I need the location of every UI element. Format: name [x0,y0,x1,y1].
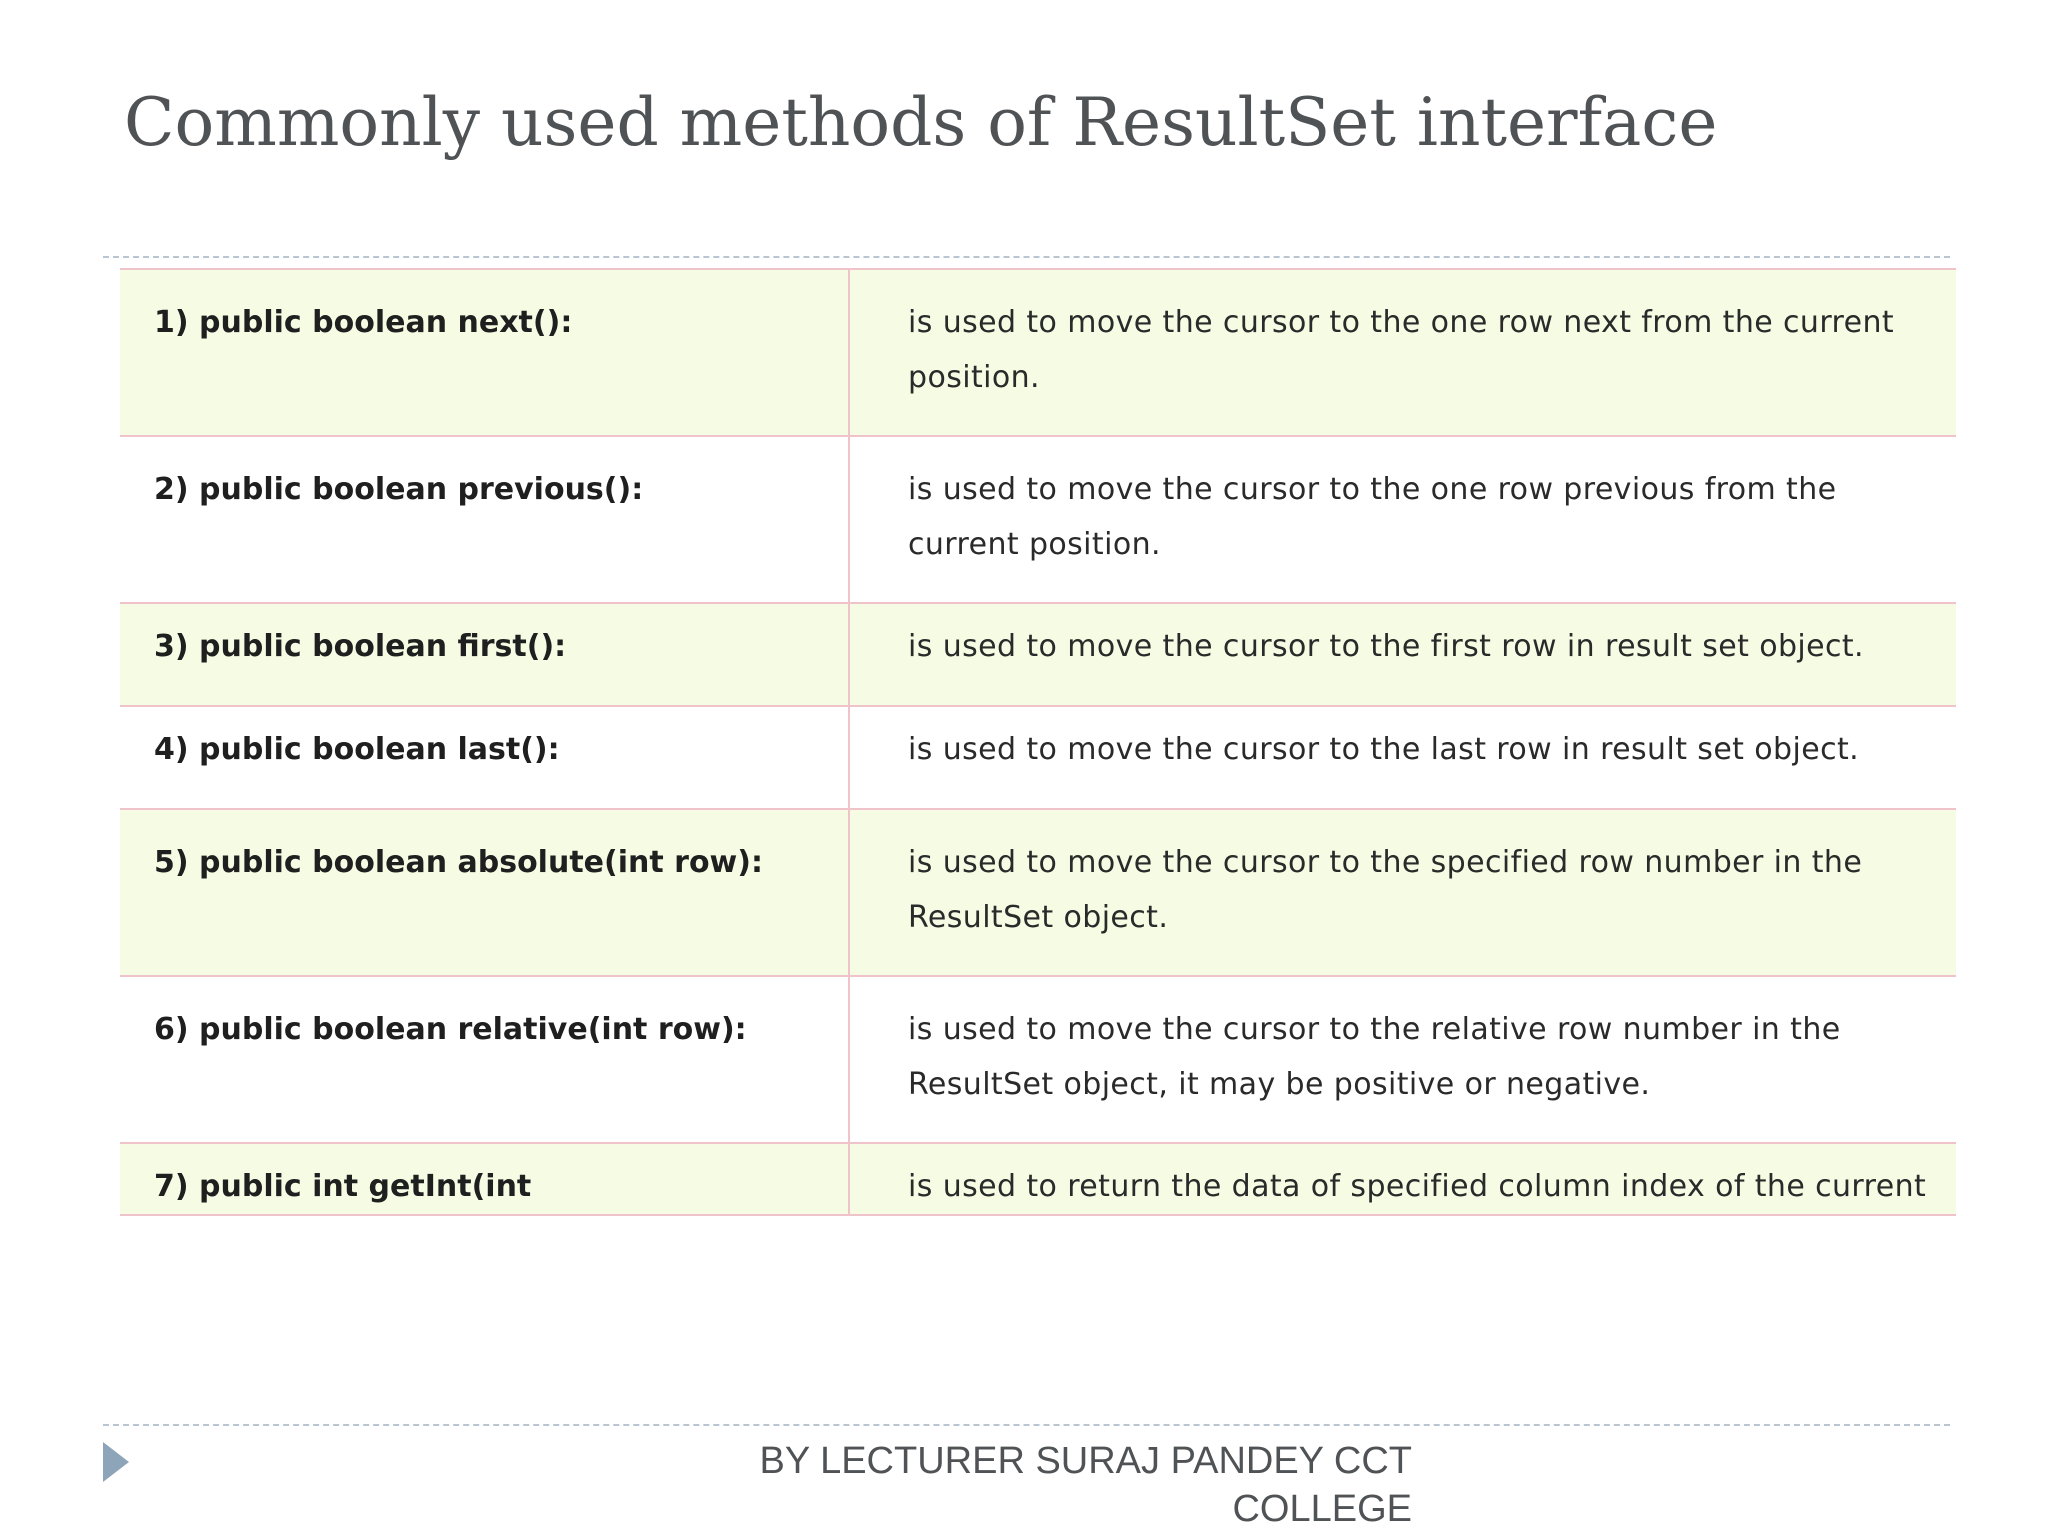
method-description: is used to move the cursor to the relative row number in the ResultSet object, it may be positive or negative. [849,976,1956,1143]
table-row [120,706,1956,809]
triangle-icon [103,1442,129,1482]
table-row [120,436,1956,603]
method-signature: 5) public boolean absolute(int row): [120,809,849,976]
top-divider [103,256,1950,258]
method-signature: 6) public boolean relative(int row): [120,976,849,1143]
table-row [120,1143,1956,1215]
table-row [120,603,1956,706]
method-description: is used to move the cursor to the one row previous from the current position. [849,436,1956,603]
method-signature: 4) public boolean last(): [120,706,849,809]
method-description: is used to move the cursor to the first row in result set object. [849,603,1956,706]
bottom-divider [103,1424,1950,1426]
methods-table [120,268,1956,1216]
footer-line: COLLEGE [1232,1488,1412,1530]
method-signature: 2) public boolean previous(): [120,436,849,603]
method-description: is used to move the cursor to the one row next from the current position. [849,269,1956,436]
table-row [120,269,1956,436]
method-description: is used to move the cursor to the specified row number in the ResultSet object. [849,809,1956,976]
footer-credit [640,1437,1412,1533]
table-row [120,976,1956,1143]
method-signature: 7) public int getInt(int [120,1143,849,1215]
footer-line: BY LECTURER SURAJ PANDEY CCT [759,1440,1412,1482]
method-description: is used to return the data of specified column index of the current [849,1143,1956,1215]
method-signature: 3) public boolean first(): [120,603,849,706]
method-description: is used to move the cursor to the last row in result set object. [849,706,1956,809]
slide-title: Commonly used methods of ResultSet interface [124,84,1718,161]
method-signature: 1) public boolean next(): [120,269,849,436]
table-row [120,809,1956,976]
